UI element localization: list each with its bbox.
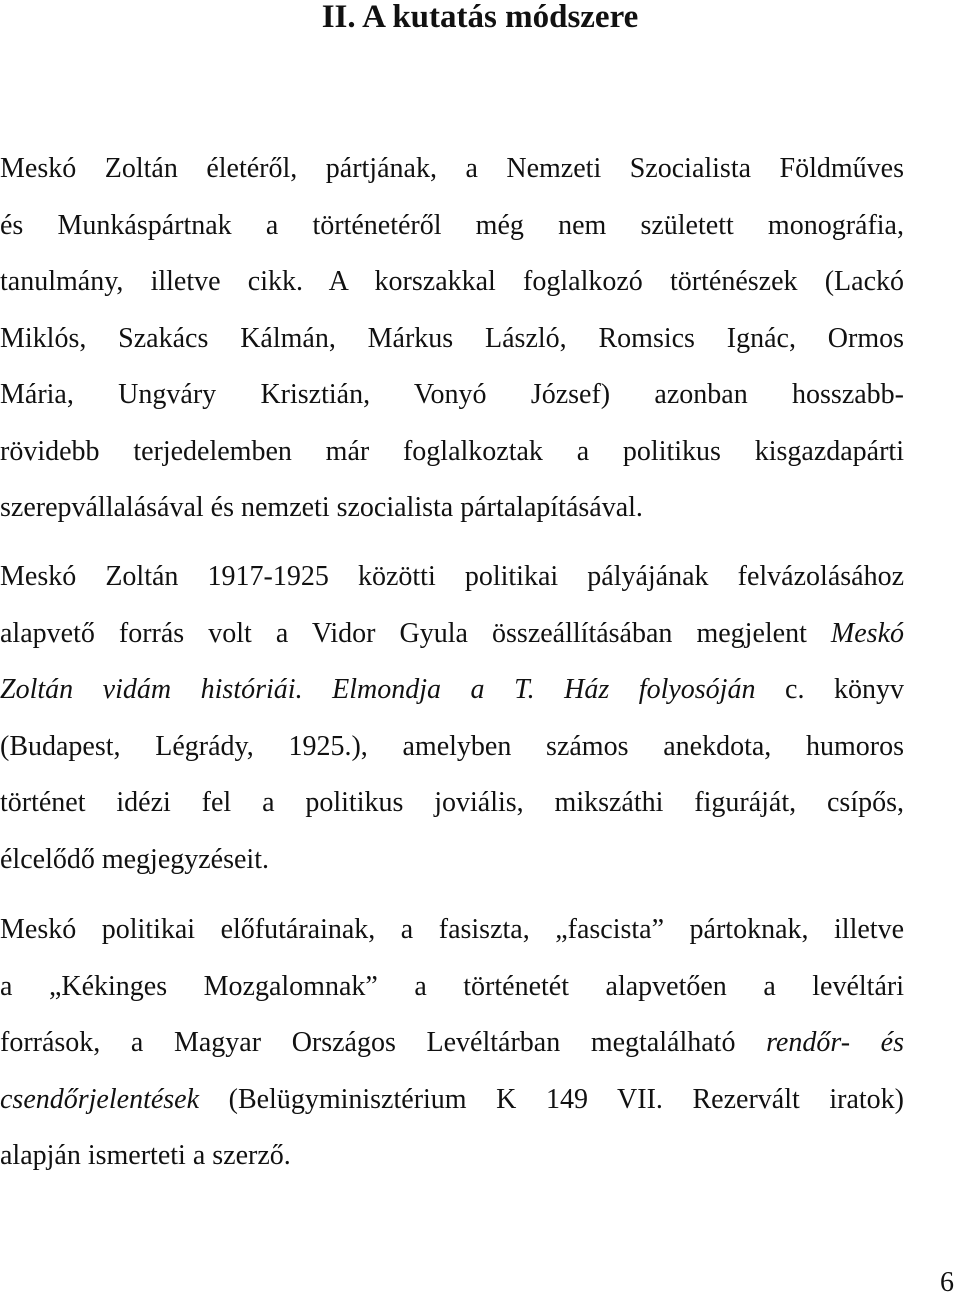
paragraph-2-line-3-text: c. könyv: [755, 674, 904, 705]
paragraph-3-line-3: [0, 1015, 904, 1072]
paragraph-2-line-6: élcelődő megjegyzéseit.: [0, 843, 269, 875]
paragraph-3-line-4-text: (Belügyminisztérium K 149 VII. Rezervált iratok): [199, 1083, 904, 1115]
paragraph-1-line-6: rövidebb terjedelemben már foglalkoztak a politikus kisgazdapárti: [0, 435, 904, 467]
paragraph-1-line-5: Mária, Ungváry Krisztián, Vonyó József) azonban hosszabb-: [0, 379, 904, 410]
paragraph-3-line-5: alapján ismerteti a szerző.: [0, 1140, 291, 1171]
paragraph-1-line-2: és Munkáspártnak a történetéről még nem született monográfia,: [0, 209, 904, 241]
chapter-heading: II. A kutatás módszere: [321, 0, 639, 35]
report-term-part-2: csendőrjelentések: [0, 1083, 200, 1115]
paragraph-3-line-1: Meskó politikai előfutárainak, a fasiszta, „fascista” pártoknak, illetve: [0, 914, 904, 945]
paragraph-3: [0, 902, 904, 1185]
paragraph-2-line-1: Meskó Zoltán 1917-1925 közötti politikai pályájának felvázolásához: [0, 561, 904, 592]
page-number: 6: [940, 1267, 954, 1298]
paragraph-1-line-7: szerepvállalásával és nemzeti szocialista pártalapításával.: [0, 492, 643, 523]
paragraph-2: [0, 549, 904, 888]
paragraph-3-line-2: a „Kékinges Mozgalomnak” a történetét alapvetően a levéltári: [0, 970, 904, 1002]
paragraph-1-line-1: Meskó Zoltán életéről, pártjának, a Nemzeti Szocialista Földműves: [0, 153, 904, 184]
paragraph-1-line-3: tanulmány, illetve cikk. A korszakkal foglalkozó történészek (Lackó: [0, 266, 904, 297]
paragraph-3-line-3-text: források, a Magyar Országos Levéltárban megtalálható: [0, 1027, 767, 1058]
paragraph-1: [0, 141, 904, 537]
paragraph-2-line-2: [0, 606, 904, 663]
paragraph-1-line-4: Miklós, Szakács Kálmán, Márkus László, Romsics Ignác, Ormos: [0, 322, 904, 354]
book-title-part-1: Meskó: [830, 617, 904, 649]
paragraph-2-line-3: [0, 662, 904, 719]
report-term-part-1: rendőr- és: [766, 1027, 904, 1058]
paragraph-2-line-4: (Budapest, Légrády, 1925.), amelyben számos anekdota, humoros: [0, 730, 904, 762]
paragraph-2-line-5: történet idézi fel a politikus joviális, mikszáthi figuráját, csípős,: [0, 787, 904, 818]
book-title-part-2: Zoltán vidám históriái. Elmondja a T. Ház folyosóján: [0, 674, 756, 705]
paragraph-2-line-2-text: alapvető forrás volt a Vidor Gyula összeállításában megjelent: [0, 617, 831, 649]
paragraph-3-line-4: [0, 1072, 904, 1129]
